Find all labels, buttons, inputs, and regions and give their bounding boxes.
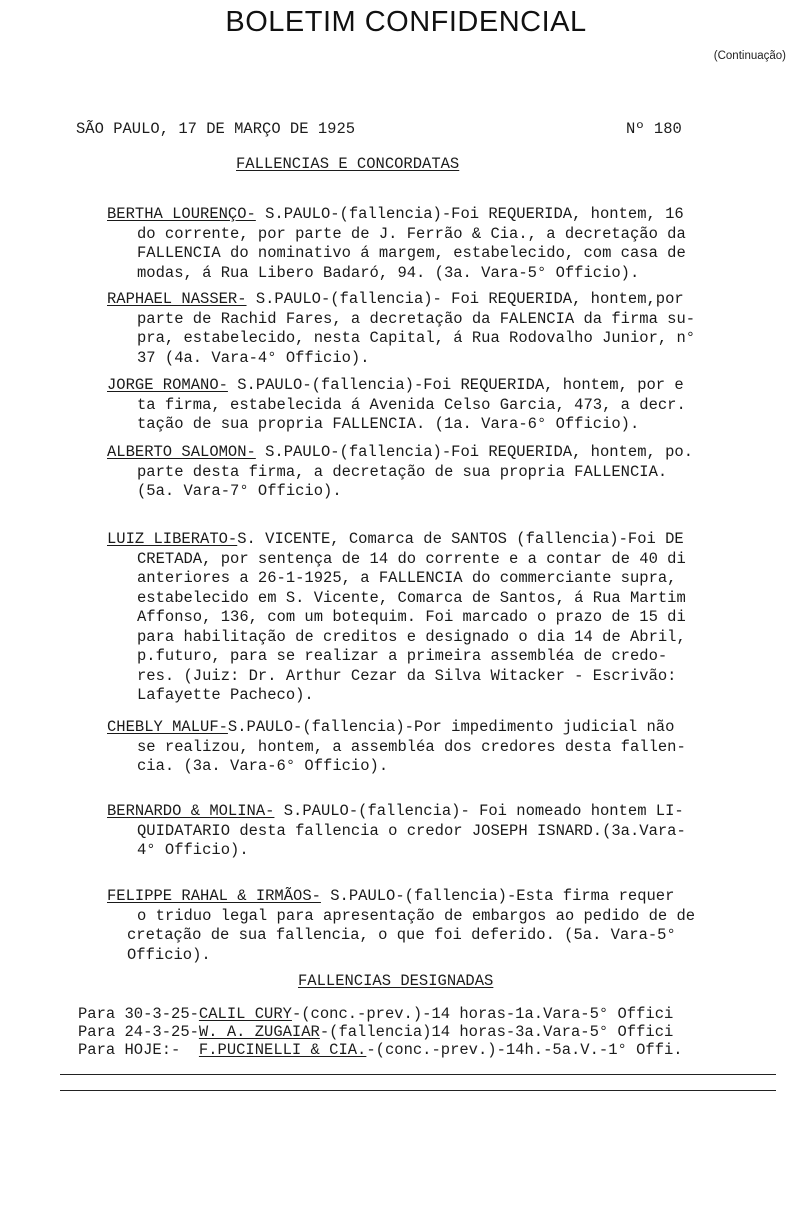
row-rest: -(fallencia)14 horas-3a.Vara-5° Offici <box>319 1023 674 1041</box>
entry-line: Lafayette Pacheco). <box>137 686 314 704</box>
entry-bertha-lourenco <box>107 205 797 283</box>
entry-line: parte desta firma, a decretação de sua propria FALLENCIA. <box>137 462 668 481</box>
entry-line: anteriores a 26-1-1925, a FALLENCIA do commerciante supra, <box>137 569 677 587</box>
entry-line: S.PAULO-(fallencia)-Foi REQUERIDA, hontem, po. <box>255 443 693 461</box>
row-name: W. A. ZUGAIAR <box>198 1023 320 1041</box>
entry-line: S.PAULO-(fallencia)-Por impedimento judicial não <box>227 718 675 736</box>
entry-bernardo-molina <box>107 802 797 861</box>
entry-name: BERTHA LOURENÇO- <box>107 205 256 223</box>
entry-raphael-nasser <box>107 290 797 368</box>
entry-line: se realizou, hontem, a assembléa dos credores desta fallen- <box>137 737 686 756</box>
entry-line: cretação de sua fallencia, o que foi deferido. (5a. Vara-5° <box>127 926 676 944</box>
row-prefix: Para 30-3-25- <box>78 1005 199 1023</box>
entry-line: CRETADA, por sentença de 14 do corrente e a contar de 40 di <box>137 549 686 568</box>
entry-line: ta firma, estabelecida á Avenida Celso Garcia, 473, a decr. <box>137 395 686 414</box>
entry-line: QUIDATARIO desta fallencia o credor JOSEPH ISNARD.(3a.Vara- <box>137 821 686 840</box>
row-name: F.PUCINELLI & CIA. <box>198 1041 367 1059</box>
designated-row <box>78 1041 683 1061</box>
entry-name: ALBERTO SALOMON- <box>107 443 256 461</box>
designated-row <box>78 1005 673 1025</box>
entry-line: S.PAULO-(fallencia)-Esta firma requer <box>320 887 675 905</box>
row-name: CALIL CURY <box>198 1005 292 1023</box>
entry-felippe-rahal <box>107 887 797 965</box>
footer-rule <box>60 1090 776 1091</box>
entry-line: tação de sua propria FALLENCIA. (1a. Vara-6° Officio). <box>137 415 640 433</box>
entry-name: JORGE ROMANO- <box>107 376 228 394</box>
entry-line: (5a. Vara-7° Officio). <box>137 482 342 500</box>
entry-line: cia. (3a. Vara-6° Officio). <box>137 757 389 775</box>
entry-chebly-maluf <box>107 718 797 777</box>
entry-luiz-liberato <box>107 530 797 706</box>
entry-name: LUIZ LIBERATO- <box>107 530 238 548</box>
entry-line: estabelecido em S. Vicente, Comarca de Santos, á Rua Martim <box>137 588 686 607</box>
entry-line: parte de Rachid Fares, a decretação da FALENCIA da firma su- <box>137 309 696 328</box>
place-date: SÃO PAULO, 17 DE MARÇO DE 1925 <box>76 120 356 138</box>
entry-jorge-romano <box>107 376 797 435</box>
entry-line: S.PAULO-(fallencia)- Foi nomeado hontem LI- <box>274 802 684 820</box>
entry-line: 4° Officio). <box>137 841 249 859</box>
bulletin-number: Nº 180 <box>626 120 682 138</box>
entry-line: 37 (4a. Vara-4° Officio). <box>137 348 370 367</box>
entry-line: S.PAULO-(fallencia)-Foi REQUERIDA, hontem, por e <box>227 376 684 394</box>
entry-line: para habilitação de creditos e designado o dia 14 de Abril, <box>137 627 686 646</box>
designated-row <box>78 1023 673 1043</box>
entry-alberto-salomon <box>107 443 797 502</box>
entry-line: modas, á Rua Libero Badaró, 94. (3a. Vara-5° Officio). <box>137 263 640 282</box>
entry-line: Officio). <box>127 945 211 964</box>
entry-line: do corrente, por parte de J. Ferrão & Cia., a decretação da <box>137 224 686 243</box>
continuation-note: (Continuação) <box>713 50 786 62</box>
entry-line: S. VICENTE, Comarca de SANTOS (fallencia)-Foi DE <box>237 530 684 548</box>
entry-line: res. (Juiz: Dr. Arthur Cezar da Silva Witacker - Escrivão: <box>137 666 677 685</box>
entry-line: S.PAULO-(fallencia)-Foi REQUERIDA, hontem, 16 <box>255 205 684 223</box>
row-rest: -(conc.-prev.)-14h.-5a.V.-1° Offi. <box>366 1041 683 1059</box>
entry-line: Affonso, 136, com um botequim. Foi marcado o prazo de 15 di <box>137 608 686 626</box>
row-rest: -(conc.-prev.)-14 horas-1a.Vara-5° Offici <box>291 1005 674 1023</box>
row-prefix: Para 24-3-25- <box>78 1023 199 1041</box>
footer-rule <box>60 1074 776 1075</box>
section-title: FALLENCIAS E CONCORDATAS <box>236 155 460 173</box>
entry-line: S.PAULO-(fallencia)- Foi REQUERIDA, hontem,por <box>246 290 684 308</box>
row-prefix: Para HOJE:- <box>78 1041 199 1059</box>
entry-name: CHEBLY MALUF- <box>107 718 228 736</box>
bulletin-title: BOLETIM CONFIDENCIAL <box>225 6 587 38</box>
entry-line: p.futuro, para se realizar a primeira assembléa de credo- <box>137 647 668 665</box>
entry-line: o triduo legal para apresentação de embargos ao pedido de de <box>137 906 696 925</box>
designated-title: FALLENCIAS DESIGNADAS <box>298 972 494 990</box>
entry-name: BERNARDO & MOLINA- <box>107 802 275 820</box>
entry-name: FELIPPE RAHAL & IRMÃOS- <box>107 887 321 905</box>
entry-line: pra, estabelecido, nesta Capital, á Rua Rodovalho Junior, n° <box>137 329 696 347</box>
entry-name: RAPHAEL NASSER- <box>107 290 247 308</box>
entry-line: FALLENCIA do nominativo á margem, estabelecido, com casa de <box>137 244 686 262</box>
